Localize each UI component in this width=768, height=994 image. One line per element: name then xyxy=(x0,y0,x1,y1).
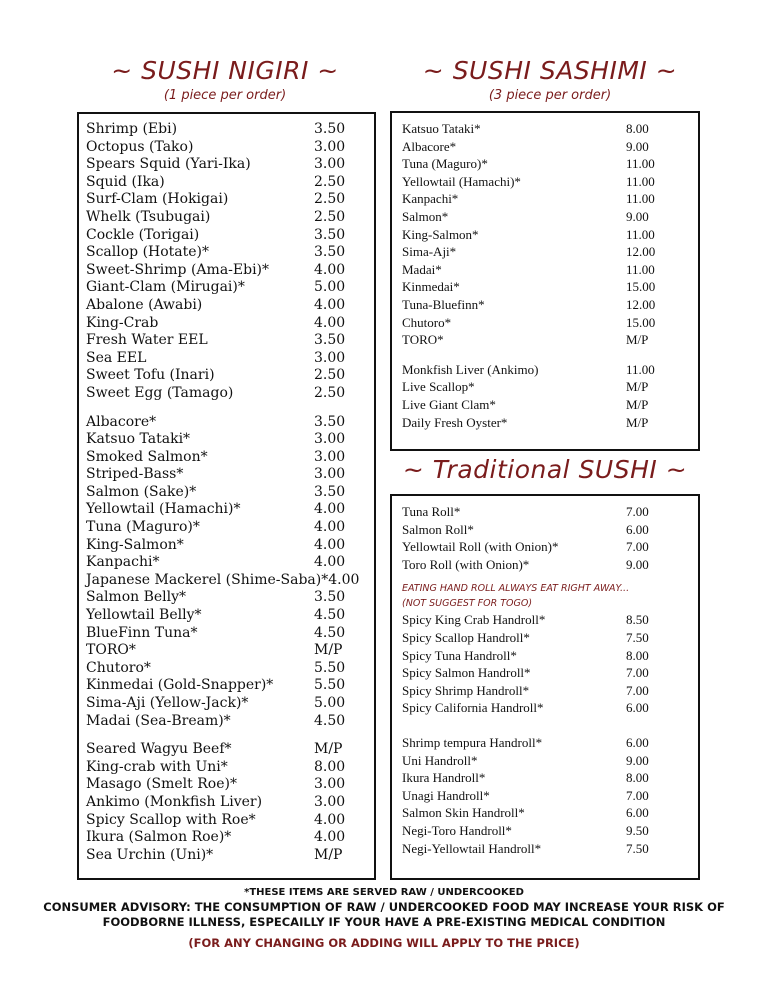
item-name: Tuna (Maguro)* xyxy=(86,519,200,536)
item-price: 3.00 xyxy=(314,793,346,810)
item-price: 11.00 xyxy=(626,156,655,172)
advisory-line-2: FOODBORNE ILLNESS, ESPECAILLY IF YOUR HAVE A PRE-EXISTING MEDICAL CONDITION xyxy=(102,915,666,929)
menu-item xyxy=(402,521,652,539)
item-name: Ikura Handroll* xyxy=(402,770,486,786)
item-name: Giant-Clam (Mirugai)* xyxy=(86,279,245,296)
item-name: TORO* xyxy=(86,642,136,659)
item-name: Negi-Toro Handroll* xyxy=(402,822,512,838)
menu-item xyxy=(402,840,652,858)
menu-item xyxy=(402,699,652,717)
item-name: Yellowtail Roll (with Onion)* xyxy=(402,539,559,555)
item-name: Spears Squid (Yari-Ika) xyxy=(86,156,251,173)
menu-item xyxy=(402,629,652,647)
menu-item xyxy=(402,261,660,279)
menu-item xyxy=(86,466,346,484)
item-price: 7.00 xyxy=(626,665,649,681)
item-price: 9.00 xyxy=(626,208,649,224)
item-price: 5.00 xyxy=(314,279,346,296)
menu-item xyxy=(86,244,346,262)
item-price: 5.50 xyxy=(314,677,346,694)
item-price: M/P xyxy=(626,332,649,348)
item-price: M/P xyxy=(626,396,649,412)
item-price: 3.00 xyxy=(314,431,346,448)
item-price: M/P xyxy=(314,642,343,659)
menu-item xyxy=(402,538,652,556)
group-gap xyxy=(402,349,660,361)
item-price: 2.50 xyxy=(314,367,346,384)
item-name: Chutoro* xyxy=(402,314,452,330)
item-name: Spicy Scallop Handroll* xyxy=(402,629,530,645)
item-price: 3.00 xyxy=(314,776,346,793)
item-name: Salmon (Sake)* xyxy=(86,483,197,500)
item-price: 4.00 xyxy=(314,536,346,553)
item-price: 3.00 xyxy=(314,448,346,465)
item-price: 4.00 xyxy=(314,296,346,313)
item-name: Seared Wagyu Beef* xyxy=(86,741,232,758)
item-name: Uni Handroll* xyxy=(402,752,478,768)
menu-item xyxy=(86,501,346,519)
menu-item xyxy=(86,776,346,794)
item-name: Negi-Yellowtail Handroll* xyxy=(402,840,542,856)
menu-item xyxy=(86,209,346,227)
item-name: Daily Fresh Oyster* xyxy=(402,414,508,430)
item-price: M/P xyxy=(626,414,649,430)
item-name: Katsuo Tataki* xyxy=(402,121,481,136)
item-name: Tuna-Bluefinn* xyxy=(402,296,485,312)
menu-item xyxy=(402,331,660,349)
item-name: Cockle (Torigai) xyxy=(86,226,200,243)
menu-item xyxy=(86,642,346,660)
item-name: Live Scallop* xyxy=(402,379,475,395)
menu-item xyxy=(86,589,346,607)
item-price: 6.00 xyxy=(626,805,649,821)
menu-item xyxy=(86,794,346,812)
item-price: M/P xyxy=(314,846,343,863)
menu-item xyxy=(402,396,660,414)
item-price: 6.00 xyxy=(626,734,649,750)
menu-item xyxy=(402,208,660,226)
menu-item xyxy=(86,174,346,192)
item-name: TORO* xyxy=(402,332,444,348)
menu-item xyxy=(86,332,346,350)
item-name: Yellowtail (Hamachi)* xyxy=(402,173,521,189)
menu-item xyxy=(86,554,346,572)
item-price: 6.00 xyxy=(626,700,649,716)
item-price: 4.50 xyxy=(314,607,346,624)
menu-item xyxy=(86,156,346,174)
advisory-line-1: CONSUMER ADVISORY: THE CONSUMPTION OF RAW / UNDERCOOKED FOOD MAY INCREASE YOUR RISK OF xyxy=(43,900,725,914)
item-name: Monkfish Liver (Ankimo) xyxy=(402,361,539,377)
item-price: 3.00 xyxy=(314,349,346,366)
menu-item xyxy=(402,226,660,244)
item-name: Octopus (Tako) xyxy=(86,138,194,155)
item-name: Sea Urchin (Uni)* xyxy=(86,846,214,863)
item-price: 11.00 xyxy=(626,226,655,242)
item-price: 4.00 xyxy=(314,314,346,331)
menu-item xyxy=(402,682,652,700)
item-price: 3.00 xyxy=(314,138,346,155)
item-name: King-crab with Uni* xyxy=(86,758,228,775)
menu-item xyxy=(402,155,660,173)
item-price: 8.50 xyxy=(626,612,649,628)
item-name: BlueFinn Tuna* xyxy=(86,624,198,641)
menu-item xyxy=(402,804,652,822)
item-price: 11.00 xyxy=(626,191,655,207)
menu-item xyxy=(402,664,652,682)
item-name: Kanpachi* xyxy=(86,554,160,571)
menu-item xyxy=(402,769,652,787)
item-name: Madai (Sea-Bream)* xyxy=(86,712,231,729)
item-price: 3.50 xyxy=(314,244,346,261)
nigiri-list xyxy=(86,121,360,864)
item-name: Salmon Belly* xyxy=(86,589,187,606)
menu-item xyxy=(86,315,346,333)
item-price: 7.50 xyxy=(626,629,649,645)
menu-item xyxy=(402,296,660,314)
item-name: Ankimo (Monkfish Liver) xyxy=(86,793,263,810)
item-name: Kinmedai* xyxy=(402,279,460,295)
menu-item xyxy=(402,647,652,665)
menu-item xyxy=(86,759,346,777)
item-price: 7.00 xyxy=(626,504,649,519)
item-price: 12.00 xyxy=(626,244,656,260)
item-price: 4.50 xyxy=(314,712,346,729)
item-price: 2.50 xyxy=(314,208,346,225)
traditional-title: ~ Traditional SUSHI ~ xyxy=(402,455,688,484)
menu-item xyxy=(402,503,652,521)
item-name: Abalone (Awabi) xyxy=(86,296,203,313)
menu-item xyxy=(402,173,660,191)
handroll-note: EATING HAND ROLL ALWAYS EAT RIGHT AWAY... xyxy=(402,583,630,595)
raw-note: *THESE ITEMS ARE SERVED RAW / UNDERCOOKED xyxy=(244,887,524,898)
item-name: Yellowtail (Hamachi)* xyxy=(86,501,241,518)
item-price: 6.00 xyxy=(626,521,649,537)
item-price: 9.50 xyxy=(626,822,649,838)
sashimi-title: ~ SUSHI SASHIMI ~ xyxy=(422,56,678,85)
menu-item xyxy=(86,741,346,759)
item-name: Fresh Water EEL xyxy=(86,332,208,349)
item-price: 7.00 xyxy=(626,682,649,698)
menu-item xyxy=(402,611,652,629)
menu-item xyxy=(402,138,660,156)
item-name: Spicy Shrimp Handroll* xyxy=(402,682,530,698)
sashimi-subtitle: (3 piece per order) xyxy=(488,88,612,103)
menu-item xyxy=(402,378,660,396)
item-name: Masago (Smelt Roe)* xyxy=(86,776,237,793)
group-gap xyxy=(86,730,346,741)
item-name: Spicy California Handroll* xyxy=(402,700,544,716)
item-name: Kanpachi* xyxy=(402,191,459,207)
item-name: Sima-Aji (Yellow-Jack)* xyxy=(86,695,249,711)
item-price: 3.00 xyxy=(314,156,346,173)
menu-item xyxy=(86,279,346,297)
item-name: Salmon Roll* xyxy=(402,521,474,537)
menu-item xyxy=(86,121,346,139)
item-price: 8.00 xyxy=(626,121,649,136)
menu-item xyxy=(86,625,346,643)
item-price: 12.00 xyxy=(626,296,656,312)
menu-item xyxy=(402,414,660,432)
item-price: M/P xyxy=(626,379,649,395)
nigiri-title: ~ SUSHI NIGIRI ~ xyxy=(111,56,339,85)
item-name: Katsuo Tataki* xyxy=(86,431,191,448)
footer xyxy=(0,885,768,951)
item-price: 5.00 xyxy=(314,695,346,711)
item-name: King-Crab xyxy=(86,314,159,331)
item-price: 4.00 xyxy=(328,571,360,588)
menu-item xyxy=(402,361,660,379)
item-name: Kinmedai (Gold-Snapper)* xyxy=(86,677,274,694)
handroll-note: (NOT SUGGEST FOR TOGO) xyxy=(402,598,533,610)
group-gap xyxy=(86,403,346,414)
item-name: Albacore* xyxy=(402,138,457,154)
item-price: 3.50 xyxy=(314,332,346,349)
sashimi-list xyxy=(402,120,660,431)
item-price: 8.00 xyxy=(314,758,346,775)
menu-item xyxy=(402,734,652,752)
item-price: 2.50 xyxy=(314,191,346,208)
item-name: Sweet-Shrimp (Ama-Ebi)* xyxy=(86,261,270,278)
item-name: Spicy King Crab Handroll* xyxy=(402,612,546,628)
item-name: Madai* xyxy=(402,261,442,277)
item-price: 11.00 xyxy=(626,361,655,377)
menu-item xyxy=(86,484,346,502)
menu-item xyxy=(86,607,346,625)
item-price: 9.00 xyxy=(626,752,649,768)
item-name: Spicy Scallop with Roe* xyxy=(86,811,256,828)
menu-item xyxy=(86,449,346,467)
menu-item xyxy=(402,556,652,574)
menu-item xyxy=(402,278,660,296)
item-price: 3.50 xyxy=(314,226,346,243)
menu-item xyxy=(86,227,346,245)
menu-item xyxy=(86,385,346,403)
item-name: Scallop (Hotate)* xyxy=(86,244,210,261)
item-price: 2.50 xyxy=(314,384,346,401)
item-name: Live Giant Clam* xyxy=(402,396,496,412)
item-name: Whelk (Tsubugai) xyxy=(86,208,211,225)
item-price: 3.50 xyxy=(314,121,346,137)
menu-item xyxy=(86,431,346,449)
item-price: 3.50 xyxy=(314,483,346,500)
item-price: 15.00 xyxy=(626,314,656,330)
item-name: Smoked Salmon* xyxy=(86,448,208,465)
price-note: (FOR ANY CHANGING OR ADDING WILL APPLY TO THE PRICE) xyxy=(188,936,580,950)
menu-item xyxy=(402,822,652,840)
item-price: 9.00 xyxy=(626,556,649,572)
item-name: Salmon Skin Handroll* xyxy=(402,805,525,821)
item-price: 4.00 xyxy=(314,829,346,846)
menu-item xyxy=(86,414,346,432)
item-price: 4.00 xyxy=(314,519,346,536)
menu-item xyxy=(86,350,346,368)
item-price: 9.00 xyxy=(626,138,649,154)
item-name: Unagi Handroll* xyxy=(402,787,490,803)
menu-item xyxy=(86,812,346,830)
item-price: 4.50 xyxy=(314,624,346,641)
item-name: Tuna Roll* xyxy=(402,504,461,519)
item-name: King-Salmon* xyxy=(86,536,184,553)
menu-item xyxy=(86,139,346,157)
menu-item xyxy=(86,537,346,555)
item-name: Chutoro* xyxy=(86,659,151,676)
item-name: Surf-Clam (Hokigai) xyxy=(86,191,229,208)
item-price: 11.00 xyxy=(626,261,655,277)
menu-item xyxy=(86,519,346,537)
item-name: Spicy Salmon Handroll* xyxy=(402,665,531,681)
menu-item xyxy=(86,677,346,695)
item-price: 8.00 xyxy=(626,647,649,663)
item-name: King-Salmon* xyxy=(402,226,479,242)
item-price: 3.50 xyxy=(314,413,346,430)
nigiri-subtitle: (1 piece per order) xyxy=(163,88,287,103)
item-name: Shrimp tempura Handroll* xyxy=(402,734,543,750)
menu-item xyxy=(86,297,346,315)
item-name: Sima-Aji* xyxy=(402,244,457,260)
item-price: 4.00 xyxy=(314,261,346,278)
item-name: Toro Roll (with Onion)* xyxy=(402,556,530,572)
item-name: Sweet Tofu (Inari) xyxy=(86,367,215,384)
item-name: Yellowtail Belly* xyxy=(86,607,202,624)
item-name: Albacore* xyxy=(86,413,157,430)
menu-item xyxy=(402,243,660,261)
item-price: 4.00 xyxy=(314,554,346,571)
menu-item xyxy=(86,713,346,731)
menu-item xyxy=(86,695,346,713)
item-price: 15.00 xyxy=(626,279,656,295)
menu-item xyxy=(402,752,652,770)
menu-item xyxy=(402,120,660,138)
menu-item xyxy=(86,262,346,280)
item-name: Spicy Tuna Handroll* xyxy=(402,647,517,663)
item-name: Tuna (Maguro)* xyxy=(402,156,488,172)
menu-item xyxy=(402,787,652,805)
menu-item xyxy=(86,847,346,865)
menu-item xyxy=(86,571,360,590)
menu-item xyxy=(86,660,346,678)
traditional-list xyxy=(402,503,652,857)
group-gap xyxy=(402,717,652,734)
item-price: 4.00 xyxy=(314,501,346,518)
item-name: Striped-Bass* xyxy=(86,466,184,483)
item-name: Ikura (Salmon Roe)* xyxy=(86,829,232,846)
menu-item xyxy=(402,190,660,208)
item-price: 8.00 xyxy=(626,770,649,786)
item-price: 5.50 xyxy=(314,659,346,676)
menu-item xyxy=(86,829,346,847)
menu-item xyxy=(402,314,660,332)
item-name: Shrimp (Ebi) xyxy=(86,121,178,137)
item-price: 3.50 xyxy=(314,589,346,606)
menu-item xyxy=(86,191,346,209)
group-gap xyxy=(402,573,652,581)
menu-item xyxy=(86,367,346,385)
item-price: 11.00 xyxy=(626,173,655,189)
item-name: Sweet Egg (Tamago) xyxy=(86,384,234,401)
item-price: 7.00 xyxy=(626,787,649,803)
item-price: 4.00 xyxy=(314,811,346,828)
item-price: 3.00 xyxy=(314,466,346,483)
item-price: 2.50 xyxy=(314,173,346,190)
item-name: Japanese Mackerel (Shime-Saba)* xyxy=(86,571,329,588)
item-price: M/P xyxy=(314,741,343,758)
item-price: 7.00 xyxy=(626,539,649,555)
item-name: Salmon* xyxy=(402,208,449,224)
item-price: 7.50 xyxy=(626,840,649,856)
item-name: Squid (Ika) xyxy=(86,173,165,190)
item-name: Sea EEL xyxy=(86,349,147,366)
